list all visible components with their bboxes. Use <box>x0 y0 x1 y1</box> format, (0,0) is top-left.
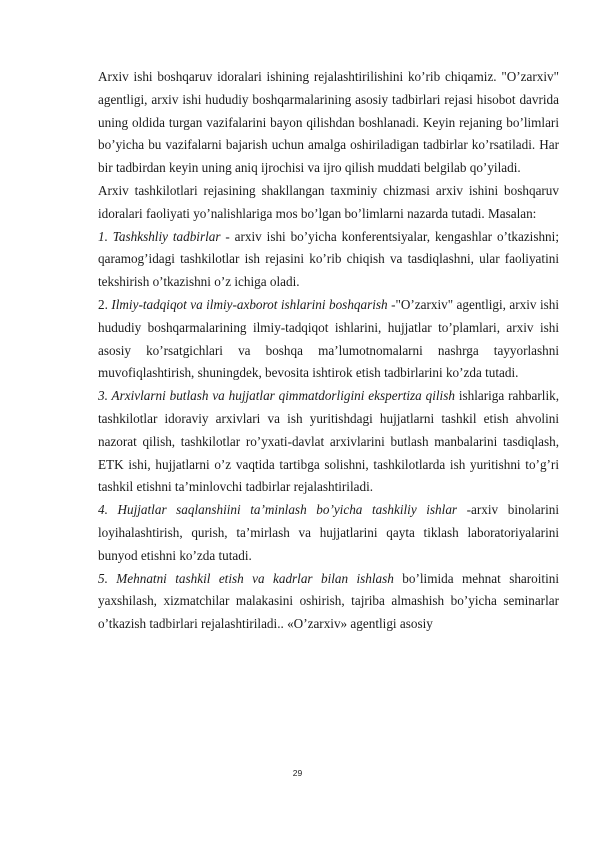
paragraph <box>98 385 559 499</box>
italic-heading-run: 3. Arxivlarni butlash va hujjatlar qimmatdorligini ekspertiza qilish <box>98 388 455 404</box>
text-run: -"O’zarxiv" agentligi, arxiv ishi hududiy boshqarmalarining ilmiy-tadqiqot ishlarini, hujjatlar to’plamlari, arxiv ishi asosiy ko’rsatgichlari va boshqa ma’lumotnomalarni nashrga tayyorlashni muvofiqlashtirish, shuningdek, bevosita ishtirok etish tadbirlarini ko’zda tutadi. <box>98 296 560 381</box>
italic-heading-run: Ilmiy-tadqiqot va ilmiy-axborot ishlarini boshqarish <box>111 296 388 312</box>
italic-heading-run: 5. Mehnatni tashkil etish va kadrlar bilan ishlash <box>98 570 394 586</box>
text-run: Arxiv tashkilotlari rejasining shakllangan taxminiy chizmasi arxiv ishini boshqaruv idoralari faoliyati yo’nalishlariga mos bo’lgan bo’limlarni nazarda tutadi. Masalan: <box>98 182 559 221</box>
paragraph <box>98 180 559 226</box>
paragraph <box>98 499 559 567</box>
text-run: -arxiv binolarini loyihalashtirish, qurish, ta’mirlash va hujjatlarini qayta tiklash laboratoriyalarini bunyod etishni ko’zda tutadi. <box>98 502 559 563</box>
text-run: Arxiv ishi boshqaruv idoralari ishining rejalashtirilishini ko’rib chiqamiz. "O’zarxiv" agentligi, arxiv ishi hududiy boshqarmalarining asosiy tadbirlari rejasi hisobot davrida uning oldida turgan vazifalarini bayon qilishdan boshlanadi. Keyin rejaning bo’limlari bo’yicha bu vazifalarni bajarish uchun amalga oshiriladigan tadbirlar ko’rsatiladi. Har bir tadbirdan keyin uning aniq ijrochisi va ijro qilish muddati belgilab qo’yiladi. <box>98 69 559 176</box>
paragraph <box>98 568 559 636</box>
document-body <box>98 66 559 636</box>
italic-heading-run: 1. Tashkshliy tadbirlar <box>98 228 221 244</box>
text-run: ishlariga rahbarlik, tashkilotlar idoraviy arxivlari va ish yuritishdagi hujjatlarni tashkil etish ahvolini nazorat qilish, tashkilotlar ro’yxati-davlat arxivlarini butlash manbalarini tasdiqlash, ETK ishi, hujjatlarni o’z vaqtida tartibga solishni, tashkilotlarda ish yuritishni to’g’ri tashkil etishni ta’minlovchi tadbirlar rejalashtiriladi. <box>98 388 559 495</box>
text-run: - arxiv ishi bo’yicha konferentsiyalar, kengashlar o’tkazishni; qaramog’idagi tashkilotlar ish rejasini ko’rib chiqish va tasdiqlashni, ular faoliyatini tekshirish o’tkazishni o’z ichiga oladi. <box>98 228 559 290</box>
paragraph <box>98 294 559 385</box>
italic-heading-run: 4. Hujjatlar saqlanshiini ta’minlash bo’yicha tashkiliy ishlar <box>98 502 458 518</box>
paragraph <box>98 226 559 294</box>
page-number: 29 <box>292 768 303 778</box>
text-run: 2. <box>98 296 112 312</box>
text-run: bo’limida mehnat sharoitini yaxshilash, xizmatchilar malakasini oshirish, tajriba almashish bo’yicha seminarlar o’tkazish tadbirlari rejalashtiriladi.. «O’zarxiv» agentligi asosiy <box>98 570 560 632</box>
paragraph <box>98 66 559 180</box>
